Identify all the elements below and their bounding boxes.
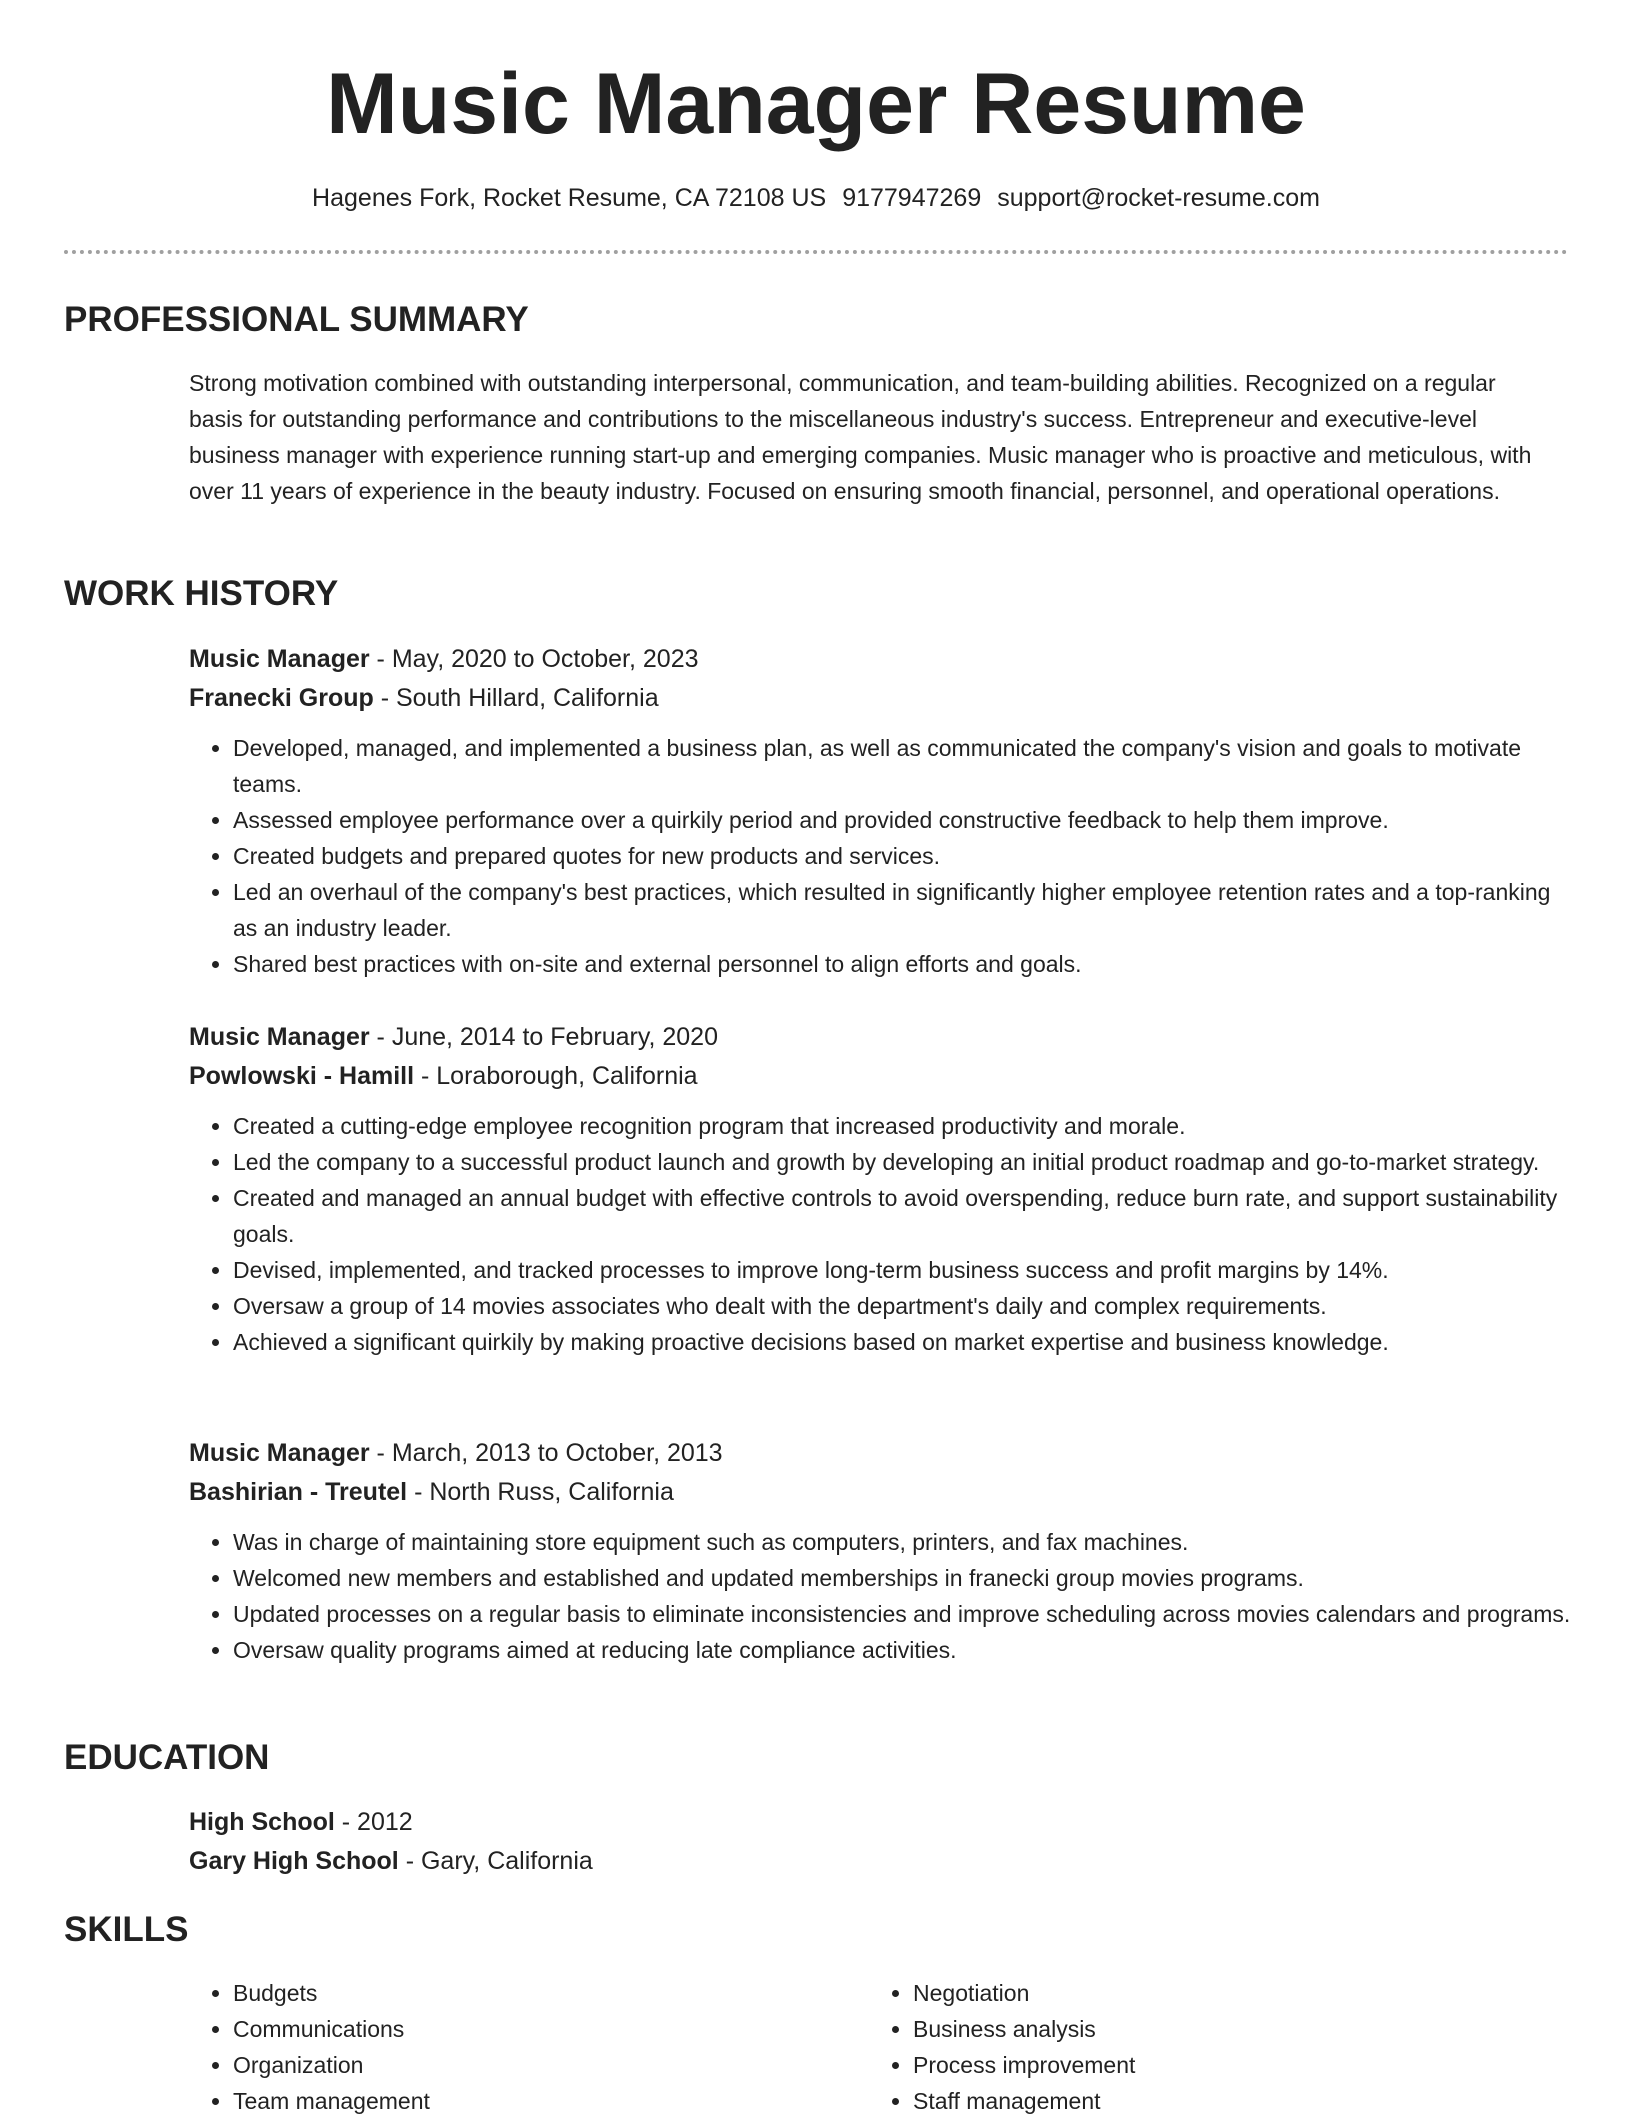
contact-line [0,180,1632,216]
job-bullet: • Updated processes on a regular basis to eliminate inconsistencies and improve scheduling across movies calendars and programs. [233,1596,1579,1632]
job-bullet: • Led an overhaul of the company's best practices, which resulted in significantly higher employee retention rates and a top-ranking as an industry leader. [233,874,1579,946]
job-title-line [189,1434,1579,1473]
job-company-line [189,1473,1579,1512]
job-location: - North Russ, California [407,1478,674,1506]
summary-text: Strong motivation combined with outstanding interpersonal, communication, and team-building abilities. Recognized on a regular basis for outstanding performance and contributions to the miscellaneous industry's success. Entrepreneur and executive-level business manager with experience running start-up and emerging companies. Music manager who is proactive and meticulous, with over 11 years of experience in the beauty industry. Focused on ensuring smooth financial, personnel, and operational operations. [189,370,1532,504]
header-divider [64,250,1568,254]
job-title: Music Manager [189,1023,370,1051]
job-title-line [189,640,1579,679]
education-degree-line [189,1803,1579,1842]
summary-heading: PROFESSIONAL SUMMARY [64,300,529,339]
skill-item: • Team management [233,2083,430,2119]
contact-email: support@rocket-resume.com [997,184,1320,212]
job-bullet: • Welcomed new members and established and updated memberships in franecki group movies programs. [233,1560,1579,1596]
education-school: Gary High School [189,1847,399,1875]
education-degree: High School [189,1808,335,1836]
job-entry [189,640,1579,982]
skill-item: • Process improvement [913,2047,1135,2083]
skills-column-left [189,1975,430,2119]
job-title: Music Manager [189,1439,370,1467]
skill-item: • Communications [233,2011,430,2047]
job-bullet: • Created budgets and prepared quotes for new products and services. [233,838,1579,874]
job-bullet: • Created and managed an annual budget with effective controls to avoid overspending, reduce burn rate, and support sustainability goals. [233,1180,1579,1252]
job-bullet: • Oversaw quality programs aimed at reducing late compliance activities. [233,1632,1579,1668]
job-location: - South Hillard, California [373,684,659,712]
skill-item: • Organization [233,2047,430,2083]
education-school-line [189,1842,1579,1881]
resume-title: Music Manager Resume [326,56,1306,152]
job-bullets [189,1524,1579,1668]
skill-item: • Staff management [913,2083,1135,2119]
job-dates: - March, 2013 to October, 2013 [369,1439,723,1467]
job-bullet: • Achieved a significant quirkily by making proactive decisions based on market expertise and business knowledge. [233,1324,1579,1360]
education-year: - 2012 [334,1808,413,1836]
job-bullets [189,1108,1579,1360]
job-company-line [189,1057,1579,1096]
job-dates: - June, 2014 to February, 2020 [369,1023,718,1051]
education-heading: EDUCATION [64,1738,270,1777]
job-bullet: • Shared best practices with on-site and external personnel to align efforts and goals. [233,946,1579,982]
education-entry [189,1803,1579,1881]
job-bullet: • Developed, managed, and implemented a business plan, as well as communicated the company's vision and goals to motivate teams. [233,730,1579,802]
job-bullet: • Was in charge of maintaining store equipment such as computers, printers, and fax machines. [233,1524,1579,1560]
education-location: - Gary, California [398,1847,593,1875]
job-bullet: • Assessed employee performance over a quirkily period and provided constructive feedback to help them improve. [233,802,1579,838]
contact-address: Hagenes Fork, Rocket Resume, CA 72108 US [312,184,827,212]
job-bullet: • Devised, implemented, and tracked processes to improve long-term business success and profit margins by 14%. [233,1252,1579,1288]
skills-heading: SKILLS [64,1910,189,1949]
job-title: Music Manager [189,645,370,673]
job-bullets [189,730,1579,982]
job-location: - Loraborough, California [414,1062,698,1090]
job-entry [189,1018,1579,1360]
job-dates: - May, 2020 to October, 2023 [369,645,699,673]
job-title-line [189,1018,1579,1057]
job-company-line [189,679,1579,718]
skill-item: • Business analysis [913,2011,1135,2047]
job-company: Franecki Group [189,684,374,712]
work-history-heading: WORK HISTORY [64,574,339,613]
contact-phone: 9177947269 [842,184,982,212]
job-entry [189,1434,1579,1668]
skill-item: • Negotiation [913,1975,1135,2011]
job-bullet: • Oversaw a group of 14 movies associates who dealt with the department's daily and complex requirements. [233,1288,1579,1324]
job-bullet: • Led the company to a successful product launch and growth by developing an initial product roadmap and go-to-market strategy. [233,1144,1579,1180]
job-bullet: • Created a cutting-edge employee recognition program that increased productivity and morale. [233,1108,1579,1144]
skills-column-right [869,1975,1135,2119]
job-company: Bashirian - Treutel [189,1478,408,1506]
skill-item: • Budgets [233,1975,430,2011]
job-company: Powlowski - Hamill [189,1062,415,1090]
